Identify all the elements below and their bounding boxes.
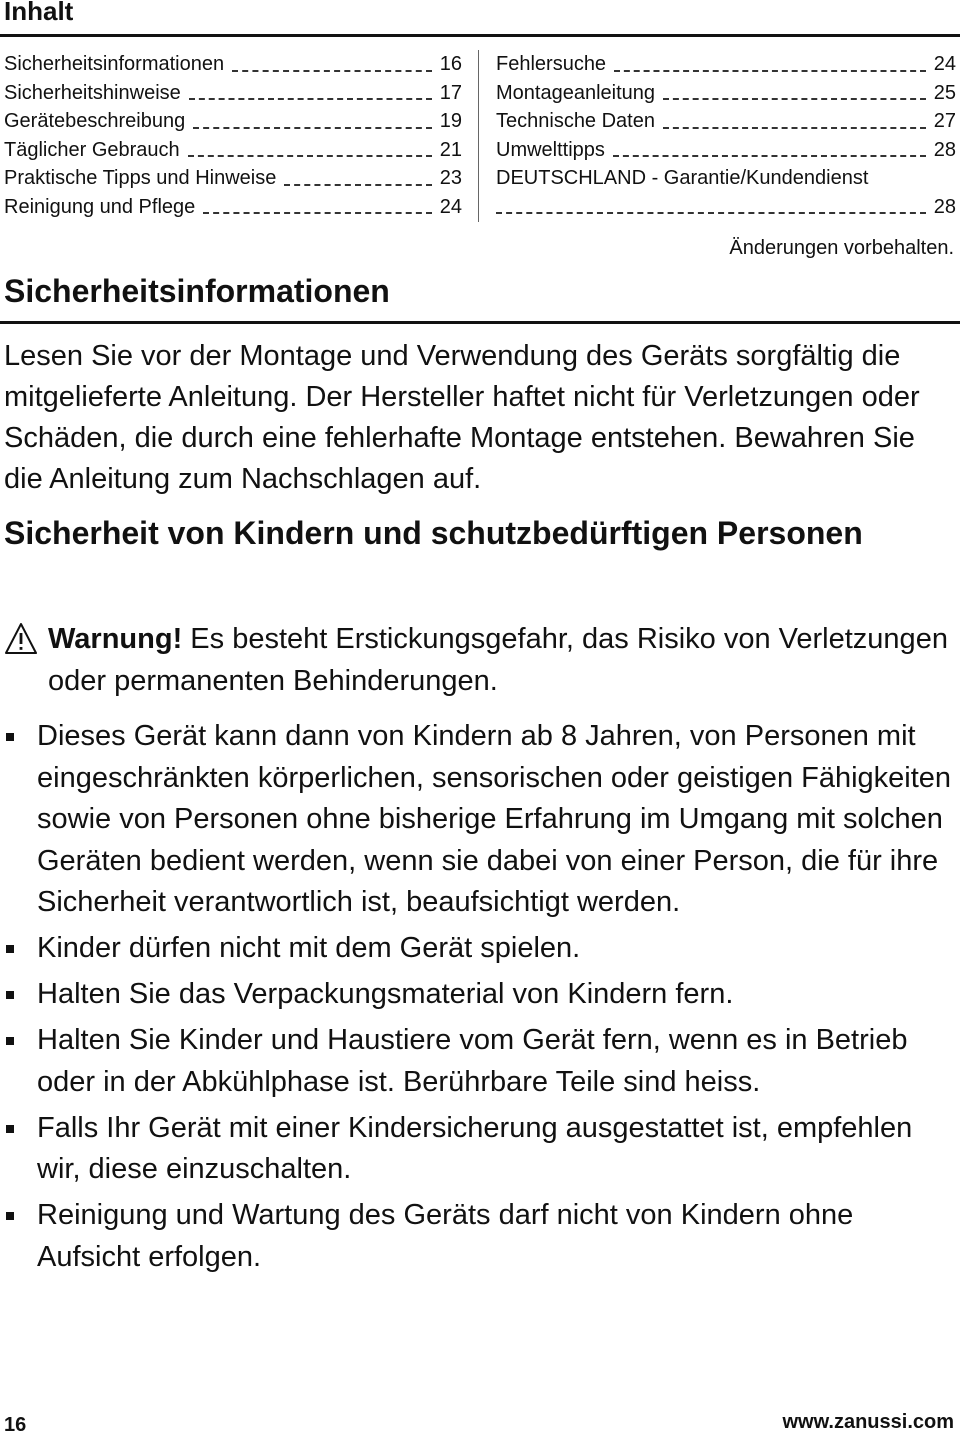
toc-right-column [496,50,956,221]
toc-entry[interactable] [4,50,462,79]
toc-entry-page: 24 [439,195,462,218]
list-item-text: Falls Ihr Gerät mit einer Kindersicherung ausgestattet ist, empfehlen wir, diese einzuschalten. [37,1111,913,1185]
toc-entry[interactable] [4,164,462,193]
list-item [0,928,956,970]
toc-left-column [4,50,462,221]
list-item [0,1108,956,1191]
toc-entry[interactable] [4,136,462,165]
section-title: Sicherheitsinformationen [4,273,390,309]
toc-entry-label: Täglicher Gebrauch [4,138,180,161]
toc-entry-page: 16 [439,53,462,75]
list-item-text: Reinigung und Wartung des Geräts darf nicht von Kindern ohne Aufsicht erfolgen. [37,1199,854,1273]
bullet-square-icon [6,991,14,999]
toc-entry[interactable] [496,79,956,108]
bullet-square-icon [6,1212,14,1220]
toc-entry-page: 24 [933,53,956,75]
toc-entry-label: Sicherheitshinweise [4,81,181,104]
bullet-square-icon [6,733,14,741]
list-item-text: Halten Sie das Verpackungsmaterial von Kindern fern. [37,978,734,1010]
warning-triangle-icon [4,622,38,656]
toc-entry-page: 21 [439,138,462,161]
list-item [0,1020,956,1103]
toc-leader [188,154,432,157]
warning-label: Warnung! [48,623,183,655]
toc-entry[interactable] [496,107,956,136]
toc-entry-label: Umwelttipps [496,138,605,161]
toc-entry-wrapped-leader[interactable] [496,193,956,222]
warning-body: Es besteht Erstickungsgefahr, das Risiko von Verletzungen oder permanenten Behinderungen. [48,623,948,697]
toc-entry-label: Sicherheitsinformationen [4,53,225,75]
toc-entry-page: 27 [933,110,956,132]
changes-reserved-note: Änderungen vorbehalten. [729,237,954,259]
toc-leader [189,97,432,100]
toc-leader [203,211,431,214]
toc-leader [663,97,926,100]
list-item-text: Halten Sie Kinder und Haustiere vom Gerät fern, wenn es in Betrieb oder in der Abkühlphase ist. Berührbare Teile sind heiss. [37,1024,908,1098]
toc-entry-label: Reinigung und Pflege [4,195,196,218]
toc-entry-label: Gerätebeschreibung [4,110,186,132]
section-divider [0,321,960,324]
toc-entry[interactable] [4,79,462,108]
toc-entry-label: Praktische Tipps und Hinweise [4,167,277,189]
toc-entry-label: Fehlersuche [496,53,607,75]
list-item [0,1195,956,1278]
toc-leader [284,183,431,186]
toc-entry-label: DEUTSCHLAND - Garantie/Kundendienst [496,167,869,189]
list-item-text: Kinder dürfen nicht mit dem Gerät spielen. [37,932,581,964]
subsection-title: Sicherheit von Kindern und schutzbedürftigen Personen [4,515,863,551]
toc-entry-page: 25 [933,81,956,104]
toc-entry-page: 23 [439,167,462,189]
toc-leader [613,154,926,157]
toc-leader [614,69,926,72]
safety-bullet-list [0,716,956,1283]
toc-leader [193,126,432,129]
toc-entry-label: Montageanleitung [496,81,656,104]
toc-entry[interactable] [496,50,956,79]
toc-entry-page: 17 [439,81,462,104]
warning-message [48,618,954,702]
bullet-square-icon [6,1037,14,1045]
toc-entry[interactable] [4,193,462,222]
toc-entry-wrapped-label[interactable] [496,164,956,193]
toc-column-divider [478,50,479,222]
toc-entry-page: 19 [439,110,462,132]
heading-divider [0,34,960,37]
list-item-text: Dieses Gerät kann dann von Kindern ab 8 Jahren, von Personen mit eingeschränkten körperlichen, sensorischen oder geistigen Fähigkeiten sowie von Personen ohne bisherige Erfahrung im Umgang mit solchen Geräten bedient werden, wenn sie dabei von einer Person, die für ihre Sicherheit verantwortlich ist, beaufsichtigt werden. [37,720,952,918]
list-item [0,716,956,924]
toc-leader [496,211,926,214]
list-item [0,974,956,1016]
toc-entry[interactable] [496,136,956,165]
toc-entry-page: 28 [933,138,956,161]
bullet-square-icon [6,945,14,953]
toc-leader [663,126,926,129]
toc-leader [232,69,432,72]
footer-page-number: 16 [4,1414,27,1436]
intro-paragraph: Lesen Sie vor der Montage und Verwendung des Geräts sorgfältig die mitgelieferte Anleitung. Der Hersteller haftet nicht für Verletzungen oder Schäden, die durch eine fehlerhafte Montage entstehen. Bewahren Sie die Anleitung zum Nachschlagen auf. [4,340,920,495]
toc-entry-page: 28 [933,195,956,218]
bullet-square-icon [6,1125,14,1133]
page-title: Inhalt [4,0,74,26]
footer-website-link[interactable]: www.zanussi.com [782,1411,954,1433]
toc-entry-label: Technische Daten [496,110,655,132]
toc-entry[interactable] [4,107,462,136]
